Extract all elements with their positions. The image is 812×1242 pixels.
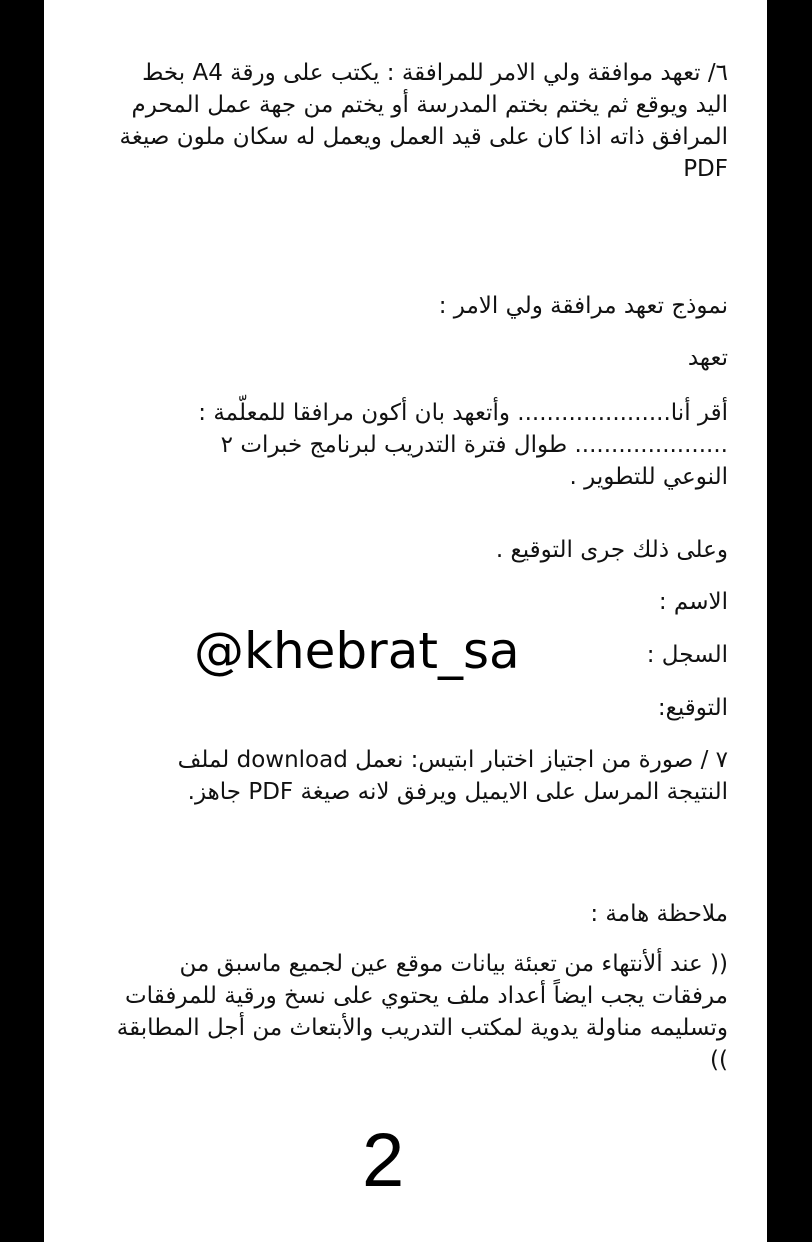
pledge-line: النوعي للتطوير .: [569, 464, 728, 490]
item-6-line: ٦/ تعهد موافقة ولي الامر للمرافقة : يكتب على ورقة A4 بخط: [142, 60, 728, 86]
item-7-line: ٧ / صورة من اجتياز اختبار ابتيس: نعمل download لملف: [177, 747, 728, 773]
page-number: 2: [362, 1118, 405, 1203]
pledge-line: ..................... طوال فترة التدريب لبرنامج خبرات ٢: [220, 432, 728, 458]
signature-statement: وعلى ذلك جرى التوقيع .: [495, 537, 728, 563]
template-title: نموذج تعهد مرافقة ولي الامر :: [438, 293, 728, 319]
watermark-handle: @khebrat_sa: [194, 622, 520, 680]
pledge-line: أقر أنا..................... وأتعهد بان أكون مرافقا للمعلّمة :: [198, 400, 728, 426]
item-7-paragraph: [70, 744, 728, 808]
note-line: )): [710, 1047, 728, 1073]
document-page: [44, 0, 767, 1242]
note-line: (( عند ألأنتهاء من تعبئة بيانات موقع عين لجميع ماسبق من: [179, 951, 728, 977]
item-6-paragraph: [70, 57, 728, 185]
item-6-line: اليد ويوقع ثم يختم بختم المدرسة أو يختم من جهة عمل المحرم: [131, 92, 728, 118]
note-title: ملاحظة هامة :: [590, 901, 728, 927]
item-6-line: PDF: [683, 156, 728, 182]
item-6-line: المرافق ذاته اذا كان على قيد العمل ويعمل له سكان ملون صيغة: [119, 124, 728, 150]
note-line: وتسليمه مناولة يدوية لمكتب التدريب والأبتعاث من أجل المطابقة: [116, 1015, 728, 1041]
pledge-paragraph: [70, 397, 728, 493]
item-7-line: النتيجة المرسل على الايميل ويرفق لانه صيغة PDF جاهز.: [187, 779, 728, 805]
record-field-label: السجل :: [646, 642, 728, 668]
name-field-label: الاسم :: [658, 589, 728, 615]
note-line: مرفقات يجب ايضاً أعداد ملف يحتوي على نسخ ورقية للمرفقات: [125, 983, 728, 1009]
pledge-heading: تعهد: [687, 345, 728, 371]
signature-field-label: التوقيع:: [657, 695, 728, 721]
note-paragraph: [70, 948, 728, 1076]
